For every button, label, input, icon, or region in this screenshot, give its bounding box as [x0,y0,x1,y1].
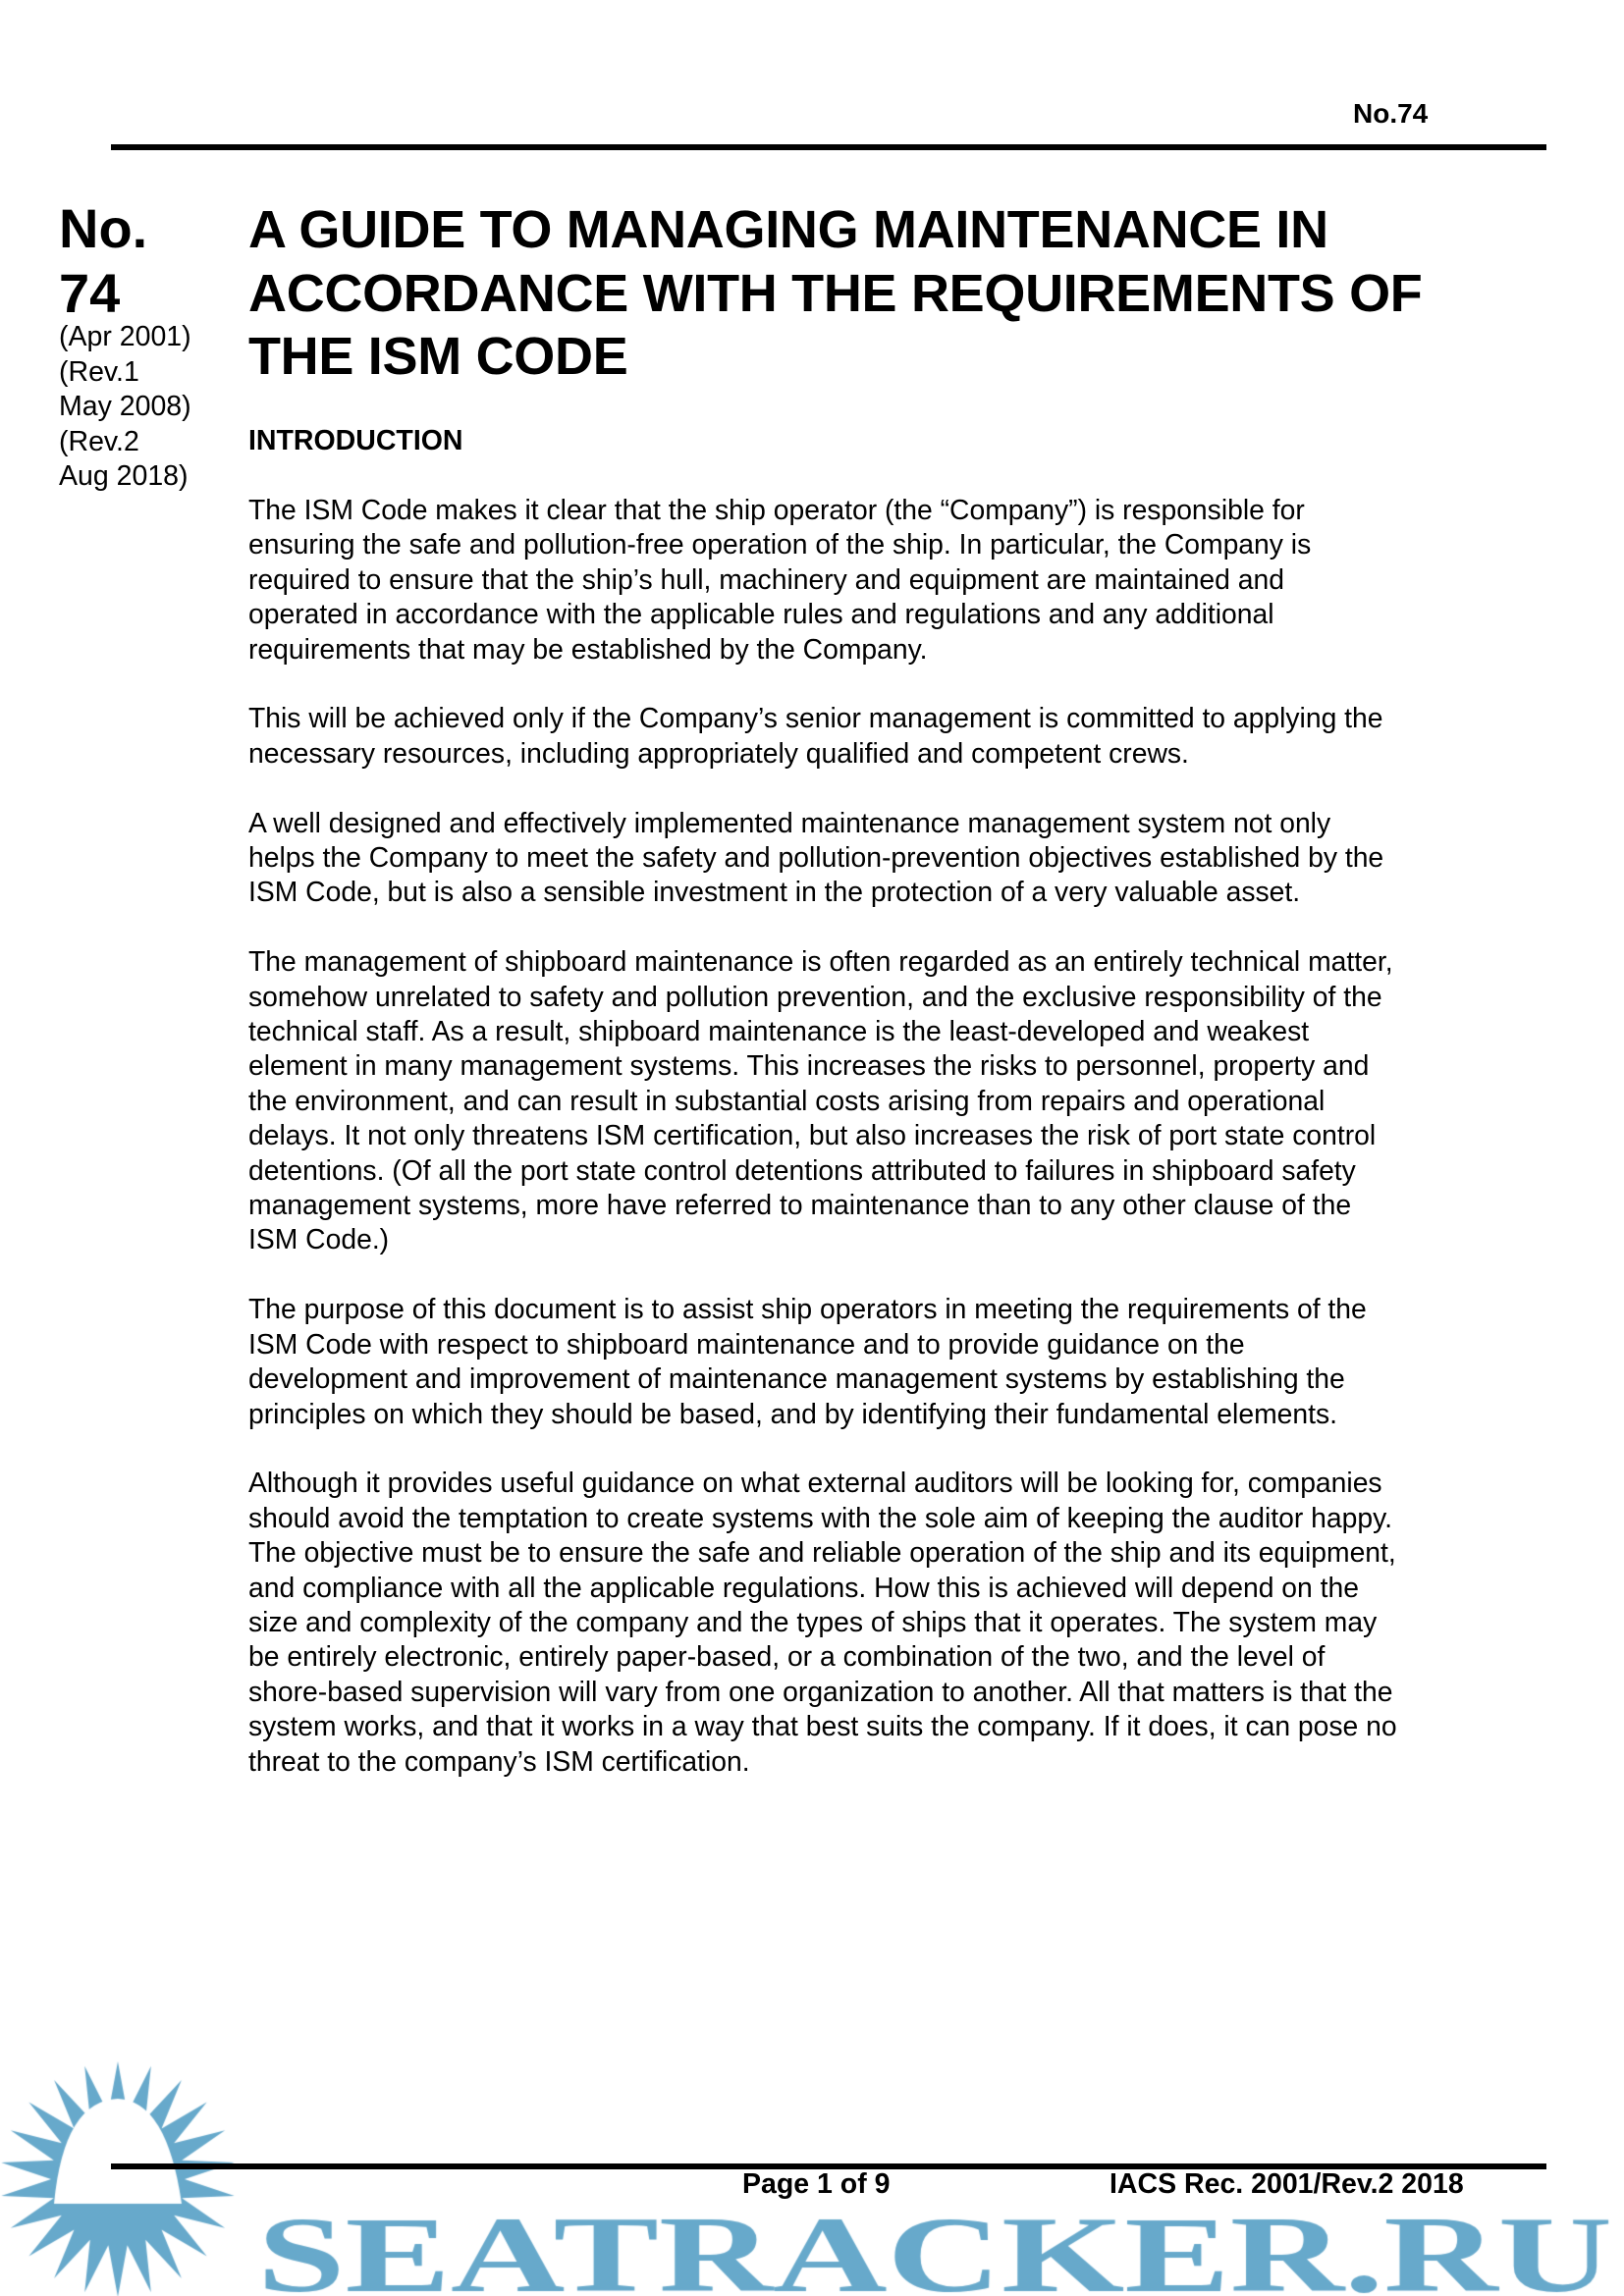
side-number [59,196,147,326]
paragraph-line: helps the Company to meet the safety and pollution-prevention objectives established by the [248,841,1384,874]
paragraph-line: system works, and that it works in a way that best suits the company. If it does, it can pose no [248,1710,1397,1742]
paragraph-line: somehow unrelated to safety and pollution prevention, and the exclusive responsibility of the [248,980,1382,1012]
paragraph-line: detentions. (Of all the port state control detentions attributed to failures in shipboard safety [248,1153,1356,1186]
paragraph [248,1292,1554,1431]
paragraph-line: development and improvement of maintenance management systems by establishing the [248,1362,1345,1395]
revision-date-line: Aug 2018) [59,460,189,492]
side-number-line: 74 [59,262,121,324]
revision-date-line: (Rev.2 [59,425,139,457]
paragraph [248,493,1554,667]
paragraph-line: shore-based supervision will vary from one organization to another. All that matters is that the [248,1675,1393,1707]
paragraph-line: ISM Code.) [248,1223,390,1255]
header-rule [111,144,1546,150]
paragraph-line: ISM Code with respect to shipboard maintenance and to provide guidance on the [248,1327,1245,1360]
title-line: ACCORDANCE WITH THE REQUIREMENTS OF [248,263,1423,323]
revision-dates [59,320,191,495]
paragraph-line: size and complexity of the company and the types of ships that it operates. The system may [248,1605,1378,1637]
paragraph-line: threat to the company’s ISM certification. [248,1744,750,1777]
paragraph-line: necessary resources, including appropriately qualified and competent crews. [248,736,1189,769]
header-doc-number: No.74 [1353,98,1429,129]
paragraph-line: The management of shipboard maintenance is often regarded as an entirely technical matter, [248,945,1393,978]
paragraph-line: ensuring the safe and pollution-free operation of the ship. In particular, the Company is [248,528,1312,561]
paragraph-line: requirements that may be established by the Company. [248,632,928,665]
paragraph-line: element in many management systems. This increases the risks to personnel, property and [248,1049,1370,1082]
paragraph-line: The ISM Code makes it clear that the ship operator (the “Company”) is responsible for [248,494,1305,525]
document-title [248,198,1422,389]
paragraph-line: This will be achieved only if the Company’s senior management is committed to applying the [248,702,1383,734]
body-text [248,493,1554,1813]
paragraph-line: should avoid the temptation to create systems with the sole aim of keeping the auditor happy. [248,1501,1393,1533]
paragraph [248,806,1554,910]
title-line: A GUIDE TO MANAGING MAINTENANCE IN [248,200,1328,259]
revision-date-line: May 2008) [59,391,191,422]
revision-date-line: (Apr 2001) [59,321,191,352]
paragraph-line: Although it provides useful guidance on what external auditors will be looking for, companies [248,1467,1382,1499]
paragraph-line: principles on which they should be based, and by identifying their fundamental elements. [248,1397,1337,1429]
paragraph-line: required to ensure that the ship’s hull, machinery and equipment are maintained and [248,562,1284,595]
paragraph-line: The purpose of this document is to assist ship operators in meeting the requirements of the [248,1293,1367,1325]
paragraph-line: management systems, more have referred to maintenance than to any other clause of the [248,1189,1352,1221]
paragraph-line: ISM Code, but is also a sensible investment in the protection of a very valuable asset. [248,876,1301,908]
footer-reference: IACS Rec. 2001/Rev.2 2018 [1110,2168,1464,2200]
paragraph-line: and compliance with all the applicable regulations. How this is achieved will depend on the [248,1571,1359,1603]
section-heading: INTRODUCTION [248,425,463,456]
paragraph-line: technical staff. As a result, shipboard maintenance is the least-developed and weakest [248,1015,1310,1047]
side-number-line: No. [59,197,148,259]
paragraph-line: delays. It not only threatens ISM certification, but also increases the risk of port state control [248,1119,1377,1151]
footer-page-number: Page 1 of 9 [742,2168,891,2200]
paragraph-line: A well designed and effectively implemented maintenance management system not only [248,806,1331,838]
paragraph-line: be entirely electronic, entirely paper-based, or a combination of the two, and the level of [248,1640,1326,1673]
paragraph-line: the environment, and can result in substantial costs arising from repairs and operational [248,1084,1326,1116]
paragraph-line: The objective must be to ensure the safe and reliable operation of the ship and its equipment, [248,1536,1396,1569]
revision-date-line: (Rev.1 [59,355,139,388]
paragraph [248,701,1554,771]
paragraph [248,944,1554,1257]
paragraph [248,1466,1554,1779]
paragraph-line: operated in accordance with the applicable rules and regulations and any additional [248,598,1274,630]
title-line: THE ISM CODE [248,327,628,386]
